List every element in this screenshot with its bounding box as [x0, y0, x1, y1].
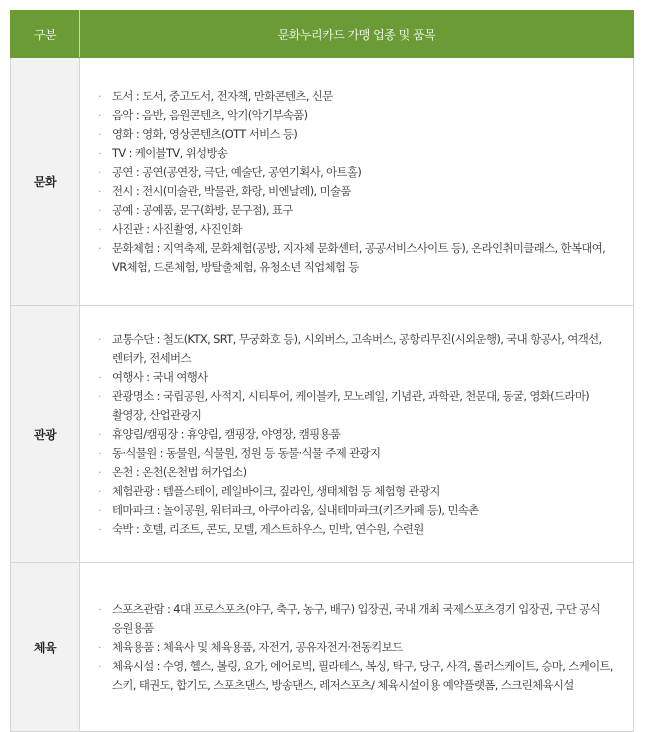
list-item	[96, 163, 621, 182]
bullet-icon: ·	[98, 203, 101, 217]
bullet-icon: ·	[98, 89, 101, 103]
item-text: 테마파크 : 놀이공원, 워터파크, 아쿠아리움, 실내테마파크(키즈카페 등), 민속촌	[112, 502, 479, 517]
list-item	[96, 387, 621, 425]
list-item	[96, 638, 621, 657]
item-text: 여행사 : 국내 여행사	[112, 369, 208, 384]
item-list	[96, 87, 621, 277]
items-cell	[80, 563, 634, 732]
item-text: 체험관광 : 템플스테이, 레일바이크, 짚라인, 생태체험 등 체험형 관광지	[112, 483, 440, 498]
list-item	[96, 482, 621, 501]
header-title: 문화누리카드 가맹 업종 및 품목	[80, 11, 634, 58]
item-text: 공예 : 공예품, 문구(화방, 문구점), 표구	[112, 202, 293, 217]
bullet-icon: ·	[98, 241, 101, 255]
bullet-icon: ·	[98, 146, 101, 160]
bullet-icon: ·	[98, 184, 101, 198]
header-category: 구분	[11, 11, 80, 58]
bullet-icon: ·	[98, 370, 101, 384]
item-list	[96, 330, 621, 539]
list-item	[96, 182, 621, 201]
item-text: 스포츠관람 : 4대 프로스포츠(야구, 축구, 농구, 배구) 입장권, 국내 개최 국제스포츠경기 입장권, 구단 공식 응원용품	[112, 601, 601, 635]
list-item	[96, 106, 621, 125]
list-item	[96, 239, 621, 277]
list-item	[96, 330, 621, 368]
bullet-icon: ·	[98, 446, 101, 460]
item-text: 동·식물원 : 동물원, 식물원, 정원 등 동물·식물 주제 관광지	[112, 445, 381, 460]
bullet-icon: ·	[98, 602, 101, 616]
item-text: 전시 : 전시(미술관, 박물관, 화랑, 비엔날레), 미술품	[112, 183, 351, 198]
list-item	[96, 444, 621, 463]
bullet-icon: ·	[98, 522, 101, 536]
bullet-icon: ·	[98, 222, 101, 236]
table-row-culture	[11, 58, 634, 306]
bullet-icon: ·	[98, 503, 101, 517]
list-item	[96, 87, 621, 106]
bullet-icon: ·	[98, 389, 101, 403]
item-text: 문화체험 : 지역축제, 문화체험(공방, 지자체 문화센터, 공공서비스사이트 등), 온라인취미클래스, 한복대여, VR체험, 드론체험, 방탈출체험, 유청소년 직업체험 등	[112, 240, 606, 274]
category-cell: 문화	[11, 58, 80, 306]
item-text: 휴양림/캠핑장 : 휴양림, 캠핑장, 야영장, 캠핑용품	[112, 426, 341, 441]
bullet-icon: ·	[98, 484, 101, 498]
list-item	[96, 144, 621, 163]
list-item	[96, 425, 621, 444]
item-text: 온천 : 온천(온천법 허가업소)	[112, 464, 247, 479]
list-item	[96, 600, 621, 638]
list-item	[96, 368, 621, 387]
table-row-sports	[11, 563, 634, 732]
bullet-icon: ·	[98, 165, 101, 179]
item-text: 공연 : 공연(공연장, 극단, 예술단, 공연기획사, 아트홀)	[112, 164, 362, 179]
list-item	[96, 520, 621, 539]
bullet-icon: ·	[98, 108, 101, 122]
item-text: 체육용품 : 체육사 및 체육용품, 자전거, 공유자전거·전동킥보드	[112, 639, 403, 654]
list-item	[96, 125, 621, 144]
item-text: 숙박 : 호텔, 리조트, 콘도, 모텔, 게스트하우스, 민박, 연수원, 수련원	[112, 521, 424, 536]
bullet-icon: ·	[98, 659, 101, 673]
table-body	[11, 58, 634, 732]
list-item	[96, 501, 621, 520]
merchant-category-table-wrapper	[10, 10, 634, 732]
items-cell	[80, 58, 634, 306]
list-item	[96, 201, 621, 220]
table-header-row	[11, 11, 634, 58]
category-cell: 관광	[11, 306, 80, 563]
items-cell	[80, 306, 634, 563]
bullet-icon: ·	[98, 427, 101, 441]
bullet-icon: ·	[98, 127, 101, 141]
item-text: 교통수단 : 철도(KTX, SRT, 무궁화호 등), 시외버스, 고속버스, 공항리무진(시외운행), 국내 항공사, 여객선, 렌터카, 전세버스	[112, 331, 602, 365]
item-text: TV : 케이블TV, 위성방송	[112, 145, 228, 160]
bullet-icon: ·	[98, 332, 101, 346]
category-cell: 체육	[11, 563, 80, 732]
table-row-tourism	[11, 306, 634, 563]
item-text: 체육시설 : 수영, 헬스, 볼링, 요가, 에어로빅, 필라테스, 복싱, 탁구, 당구, 사격, 롤러스케이트, 승마, 스케이트, 스키, 태권도, 합기도, 스포츠댄스, 방송댄스, 레저스포츠/ 체육시설이용 예약플랫폼, 스크린체육시설	[112, 658, 613, 692]
item-list	[96, 600, 621, 695]
list-item	[96, 220, 621, 239]
item-text: 도서 : 도서, 중고도서, 전자책, 만화콘텐츠, 신문	[112, 88, 333, 103]
list-item	[96, 463, 621, 482]
item-text: 영화 : 영화, 영상콘텐츠(OTT 서비스 등)	[112, 126, 298, 141]
item-text: 음악 : 음반, 음원콘텐츠, 악기(악기부속품)	[112, 107, 308, 122]
bullet-icon: ·	[98, 465, 101, 479]
merchant-category-table	[10, 10, 634, 732]
item-text: 사진관 : 사진촬영, 사진인화	[112, 221, 242, 236]
bullet-icon: ·	[98, 640, 101, 654]
item-text: 관광명소 : 국립공원, 사적지, 시티투어, 케이블카, 모노레일, 기념관, 과학관, 천문대, 동굴, 영화(드라마) 촬영장, 산업관광지	[112, 388, 590, 422]
